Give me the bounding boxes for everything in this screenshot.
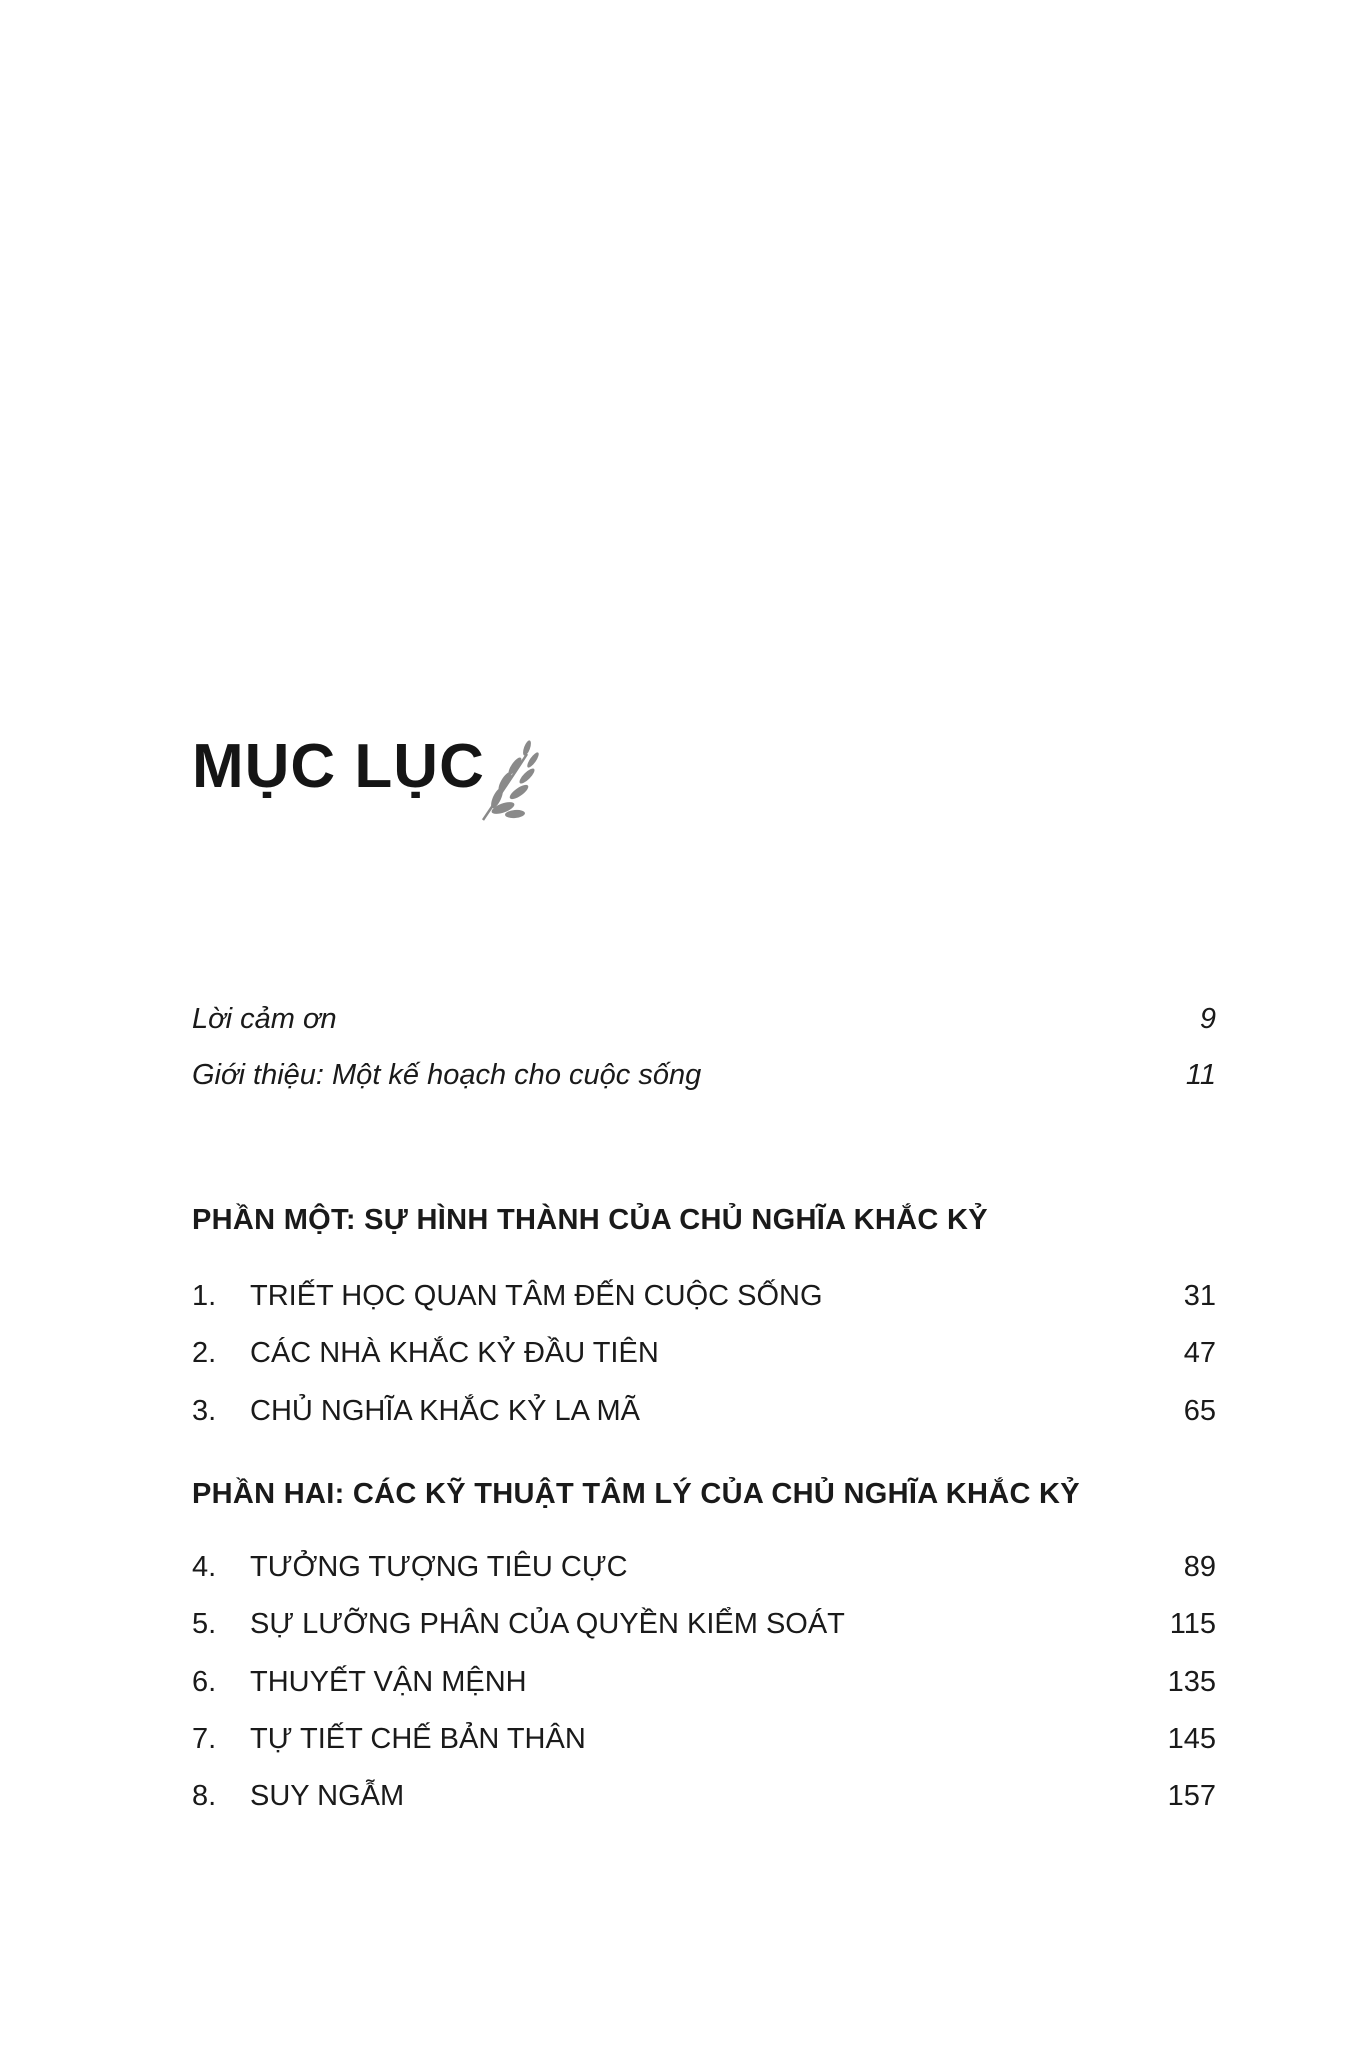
chapter-title: CHỦ NGHĨA KHẮC KỶ LA MÃ	[250, 1395, 640, 1427]
entry-page: 89	[1183, 1551, 1216, 1583]
entry-label: Lời cảm ơn	[192, 1003, 337, 1035]
chapter-title: SUY NGẪM	[250, 1780, 405, 1812]
entry-page: 31	[1183, 1280, 1216, 1312]
laurel-branch-icon	[475, 736, 545, 826]
chapter-number: 3.	[192, 1395, 217, 1427]
chapter-number: 8.	[192, 1780, 217, 1812]
toc-entry[interactable]	[192, 1782, 1216, 1811]
entry-page: 11	[1185, 1059, 1216, 1091]
chapter-title: THUYẾT VẬN MỆNH	[250, 1666, 527, 1698]
chapter-title: TRIẾT HỌC QUAN TÂM ĐẾN CUỘC SỐNG	[250, 1280, 823, 1312]
part-heading: PHẦN HAI: CÁC KỸ THUẬT TÂM LÝ CỦA CHỦ NGHĨA KHẮC KỶ	[192, 1478, 1080, 1510]
toc-heading	[192, 732, 545, 801]
chapter-title: SỰ LƯỠNG PHÂN CỦA QUYỀN KIỂM SOÁT	[250, 1608, 845, 1640]
toc-entry[interactable]	[192, 1610, 1216, 1639]
toc-entry[interactable]	[192, 1339, 1216, 1368]
entry-page: 9	[1199, 1003, 1216, 1035]
entry-label: Giới thiệu: Một kế hoạch cho cuộc sống	[192, 1059, 702, 1091]
entry-page: 145	[1167, 1723, 1216, 1755]
chapter-number: 5.	[192, 1608, 217, 1640]
toc-entry[interactable]	[192, 1397, 1216, 1426]
entry-page: 65	[1183, 1395, 1216, 1427]
chapter-title: TỰ TIẾT CHẾ BẢN THÂN	[250, 1723, 586, 1755]
chapter-number: 1.	[192, 1280, 217, 1312]
entry-page: 47	[1183, 1337, 1216, 1369]
toc-entry[interactable]	[192, 1005, 1216, 1034]
page-title: MỤC LỤC	[192, 732, 485, 801]
chapter-number: 2.	[192, 1337, 217, 1369]
toc-entry[interactable]	[192, 1061, 1216, 1090]
toc-entry[interactable]	[192, 1282, 1216, 1311]
chapter-title: TƯỞNG TƯỢNG TIÊU CỰC	[250, 1551, 628, 1583]
toc-entry[interactable]	[192, 1725, 1216, 1754]
entry-page: 115	[1169, 1608, 1216, 1640]
part-heading: PHẦN MỘT: SỰ HÌNH THÀNH CỦA CHỦ NGHĨA KHẮC KỶ	[192, 1204, 988, 1236]
toc-entry[interactable]	[192, 1668, 1216, 1697]
toc-entry[interactable]	[192, 1553, 1216, 1582]
chapter-number: 4.	[192, 1551, 217, 1583]
entry-page: 157	[1167, 1780, 1216, 1812]
entry-page: 135	[1167, 1666, 1216, 1698]
chapter-title: CÁC NHÀ KHẮC KỶ ĐẦU TIÊN	[250, 1337, 659, 1369]
chapter-number: 7.	[192, 1723, 217, 1755]
chapter-number: 6.	[192, 1666, 217, 1698]
